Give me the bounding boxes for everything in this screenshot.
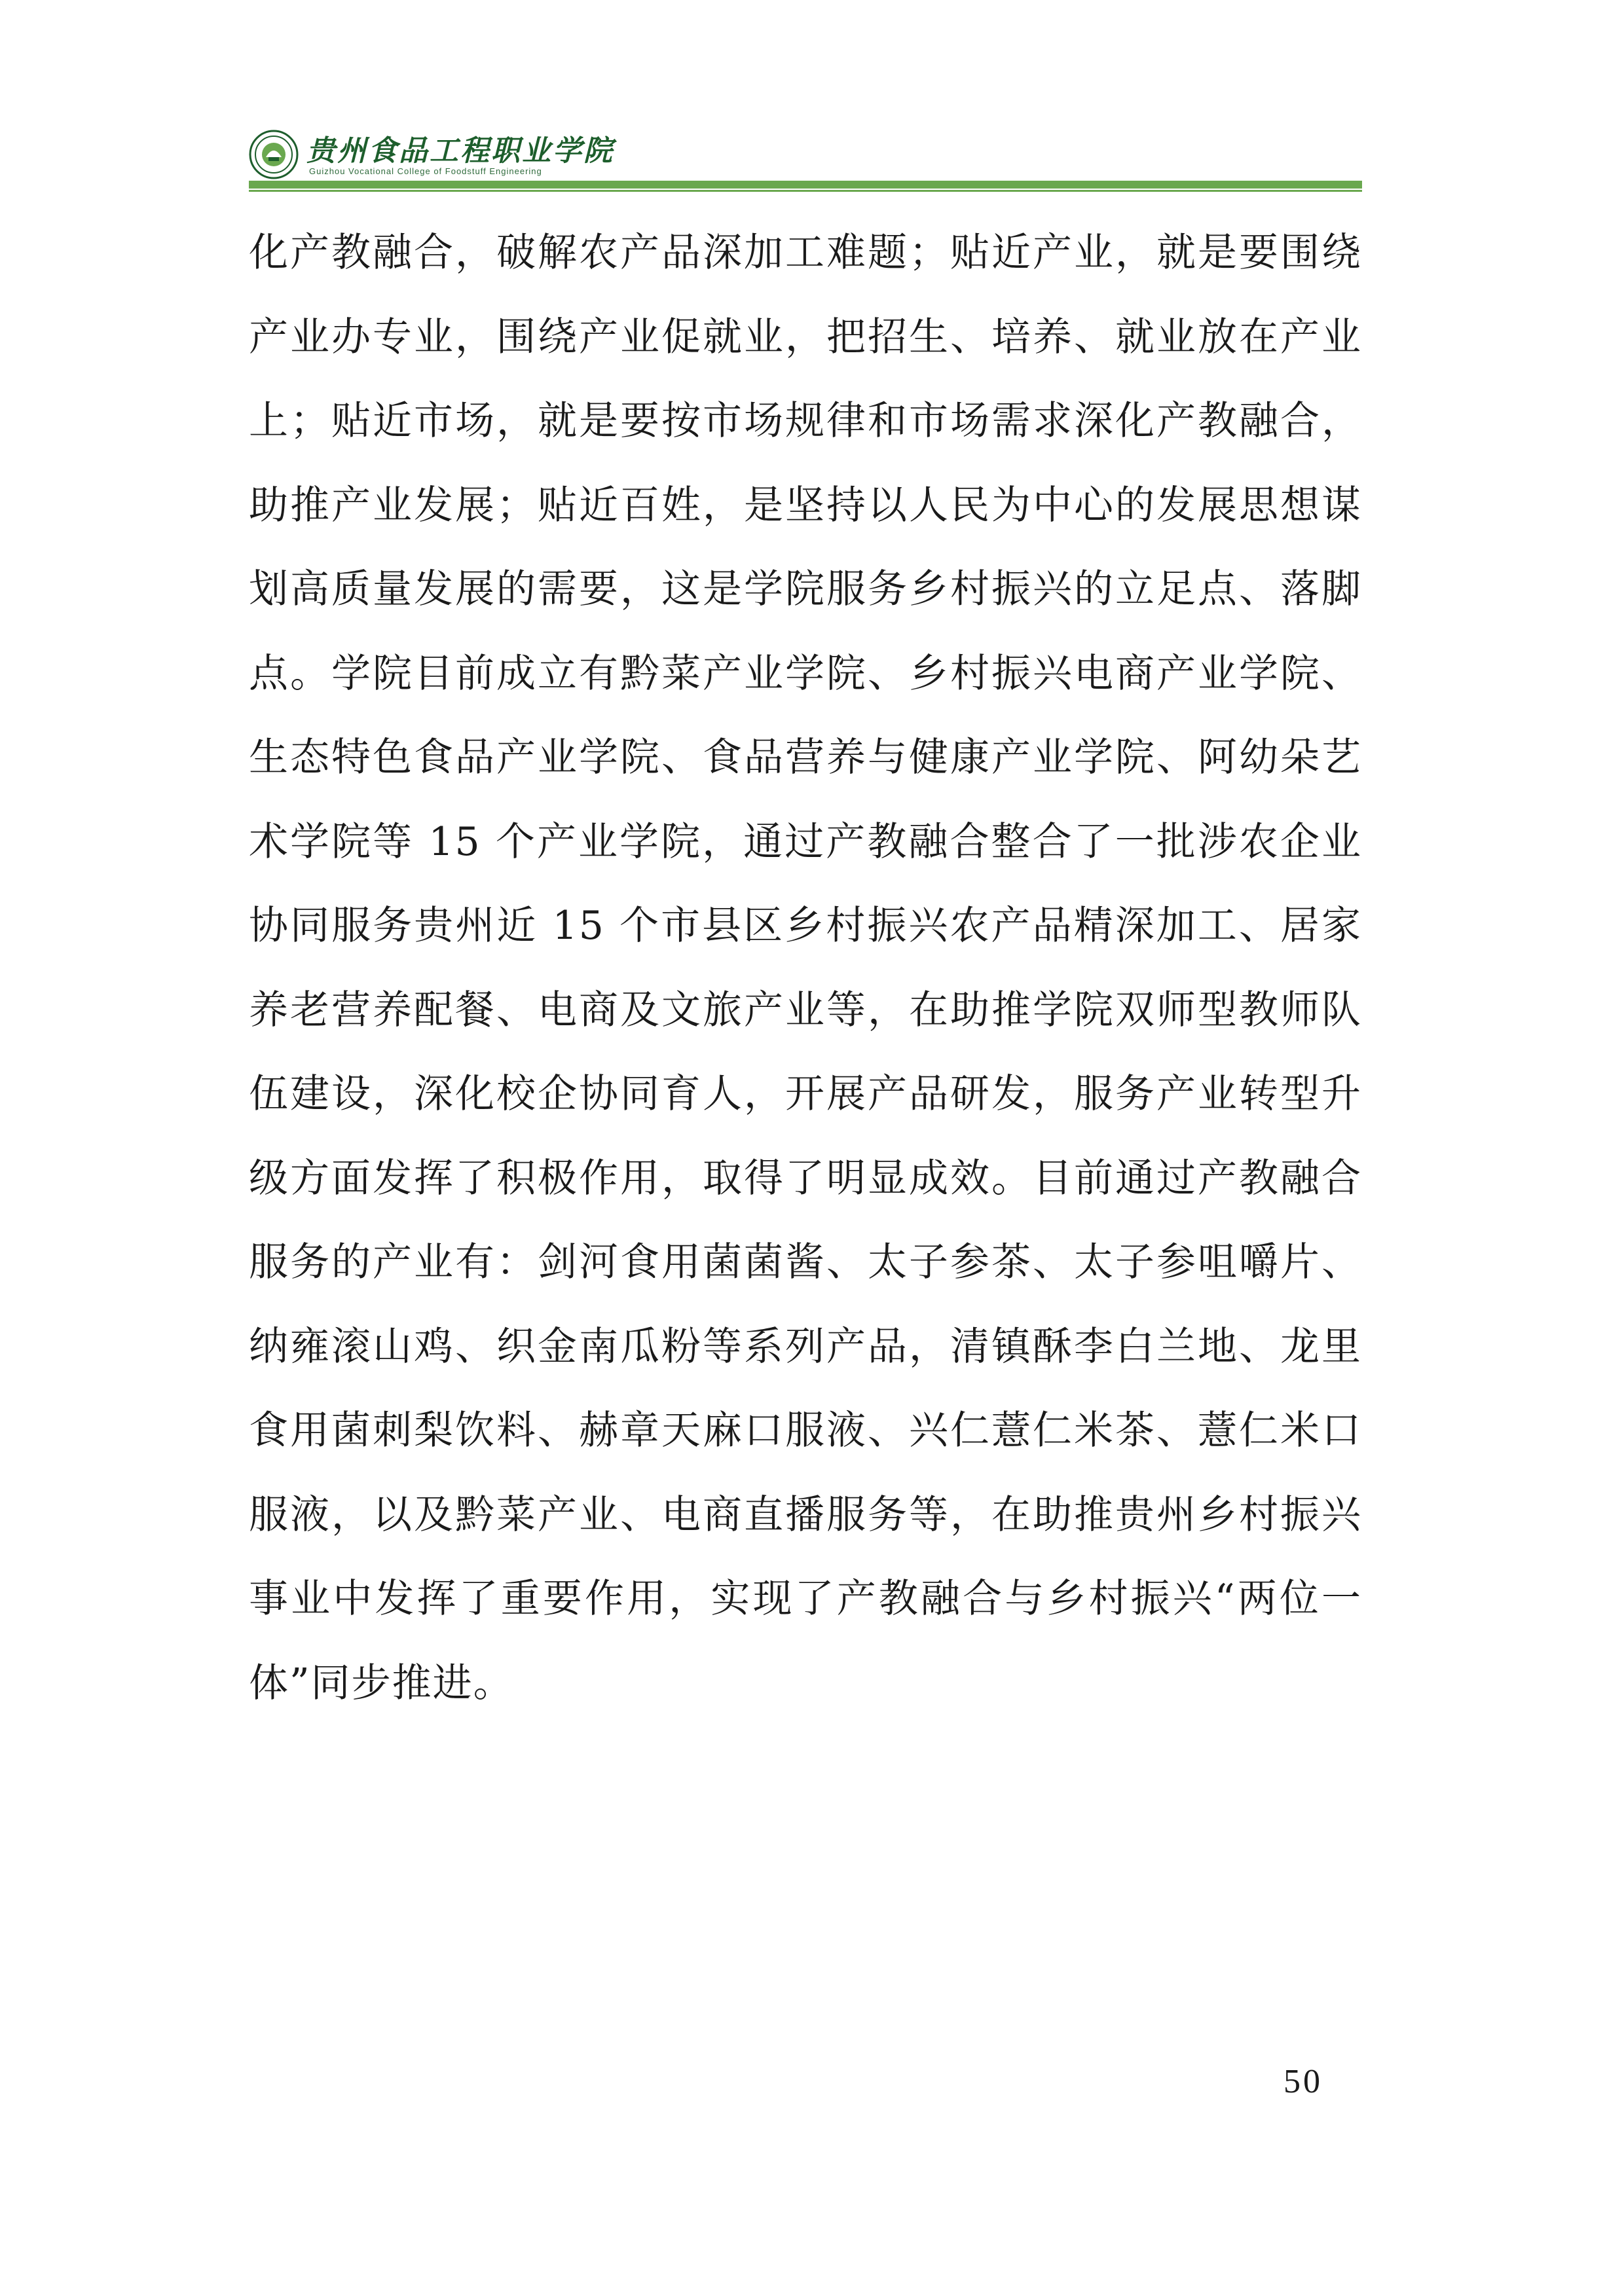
header-divider-thin [249, 190, 1362, 192]
header-divider [249, 181, 1362, 189]
college-emblem-icon [249, 130, 299, 179]
college-logo-subtitle: Guizhou Vocational College of Foodstuff Engineering [309, 166, 542, 176]
body-paragraph: 化产教融合，破解农产品深加工难题；贴近产业，就是要围绕产业办专业，围绕产业促就业，把招生、培养、就业放在产业上；贴近市场，就是要按市场规律和市场需求深化产教融合，助推产业发展；贴近百姓，是坚持以人民为中心的发展思想谋划高质量发展的需要，这是学院服务乡村振兴的立足点、落脚点。学院目前成立有黔菜产业学院、乡村振兴电商产业学院、生态特色食品产业学院、食品营养与健康产业学院、阿幼朵艺术学院等 15 个产业学院，通过产教融合整合了一批涉农企业协同服务贵州近 15 个市县区乡村振兴农产品精深加工、居家养老营养配餐、电商及文旅产业等，在助推学院双师型教师队伍建设，深化校企协同育人，开展产品研发，服务产业转型升级方面发挥了积极作用，取得了明显成效。目前通过产教融合服务的产业有：剑河食用菌菌酱、太子参茶、太子参咀嚼片、纳雍滚山鸡、织金南瓜粉等系列产品，清镇酥李白兰地、龙里食用菌刺梨饮料、赫章天麻口服液、兴仁薏仁米茶、薏仁米口服液，以及黔菜产业、电商直播服务等，在助推贵州乡村振兴事业中发挥了重要作用，实现了产教融合与乡村振兴“两位一体”同步推进。 [249, 230, 1362, 1706]
college-logo-text: 贵州食品工程职业学院 [306, 134, 614, 168]
page-number: 50 [1283, 2063, 1323, 2100]
